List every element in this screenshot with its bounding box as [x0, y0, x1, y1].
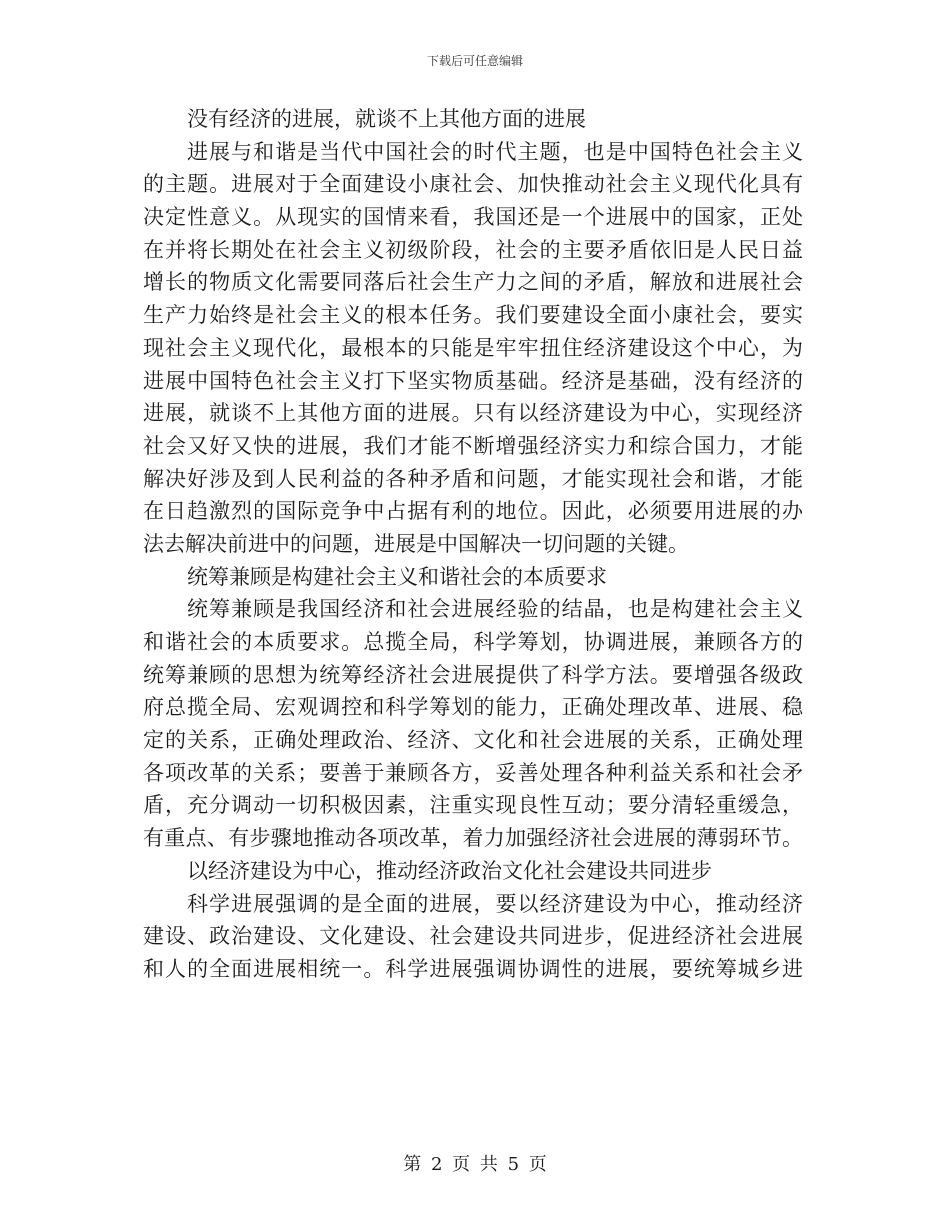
text-line: 解决好涉及到人民利益的各种矛盾和问题，才能实现社会和谐，才能 [143, 466, 803, 491]
running-header: 下载后可任意编辑 [426, 54, 523, 68]
page-number-footer: 第 2 页 共 5 页 [403, 1154, 547, 1175]
text-line: 和人的全面进展相统一。科学进展强调协调性的进展，要统筹城乡进 [143, 956, 803, 981]
text-line: 社会又好又快的进展，我们才能不断增强经济实力和综合国力，才能 [143, 433, 803, 458]
text-line: 各项改革的关系；要善于兼顾各方，妥善处理各种利益关系和社会矛 [143, 760, 803, 785]
text-line: 府总揽全局、宏观调控和科学筹划的能力，正确处理改革、进展、稳 [143, 695, 803, 720]
text-line: 进展中国特色社会主义打下坚实物质基础。经济是基础，没有经济的 [143, 368, 803, 393]
text-line: 建设、政治建设、文化建设、社会建设共同进步，促进经济社会进展 [143, 924, 803, 949]
text-line: 决定性意义。从现实的国情来看，我国还是一个进展中的国家，正处 [143, 205, 803, 230]
paragraph-first-line: 以经济建设为中心，推动经济政治文化社会建设共同进步 [187, 858, 712, 883]
text-line: 进展，就谈不上其他方面的进展。只有以经济建设为中心，实现经济 [143, 401, 803, 426]
paragraph-first-line: 进展与和谐是当代中国社会的时代主题，也是中国特色社会主义 [187, 139, 803, 164]
text-line: 和谐社会的本质要求。总揽全局，科学筹划，协调进展，兼顾各方的 [143, 630, 803, 654]
text-line: 在并将长期处在社会主义初级阶段，社会的主要矛盾依旧是人民日益 [143, 237, 803, 262]
text-line: 在日趋激烈的国际竞争中占据有利的地位。因此，必须要用进展的办 [143, 499, 803, 524]
body-text [143, 103, 803, 986]
paragraph-first-line: 统筹兼顾是我国经济和社会进展经验的结晶，也是构建社会主义 [187, 597, 803, 622]
text-line: 生产力始终是社会主义的根本任务。我们要建设全面小康社会，要实 [143, 303, 803, 328]
text-line: 有重点、有步骤地推动各项改革，着力加强经济社会进展的薄弱环节。 [143, 826, 803, 851]
text-line: 的主题。进展对于全面建设小康社会、加快推动社会主义现代化具有 [143, 172, 803, 197]
text-line: 定的关系，正确处理政治、经济、文化和社会进展的关系，正确处理 [143, 728, 803, 753]
text-line: 盾，充分调动一切积极因素，注重实现良性互动；要分清轻重缓急， [143, 793, 803, 818]
text-line: 法去解决前进中的问题，进展是中国解决一切问题的关键。 [143, 531, 689, 556]
paragraph-first-line: 科学进展强调的是全面的进展，要以经济建设为中心，推动经济 [187, 891, 803, 916]
paragraph-first-line: 统筹兼顾是构建社会主义和谐社会的本质要求 [187, 564, 607, 589]
text-line: 统筹兼顾的思想为统筹经济社会进展提供了科学方法。要增强各级政 [143, 662, 803, 687]
text-line: 现社会主义现代化，最根本的只能是牢牢扭住经济建设这个中心，为 [143, 335, 803, 360]
text-line: 增长的物质文化需要同落后社会生产力之间的矛盾，解放和进展社会 [143, 270, 803, 295]
paragraph-first-line: 没有经济的进展，就谈不上其他方面的进展 [187, 107, 586, 131]
